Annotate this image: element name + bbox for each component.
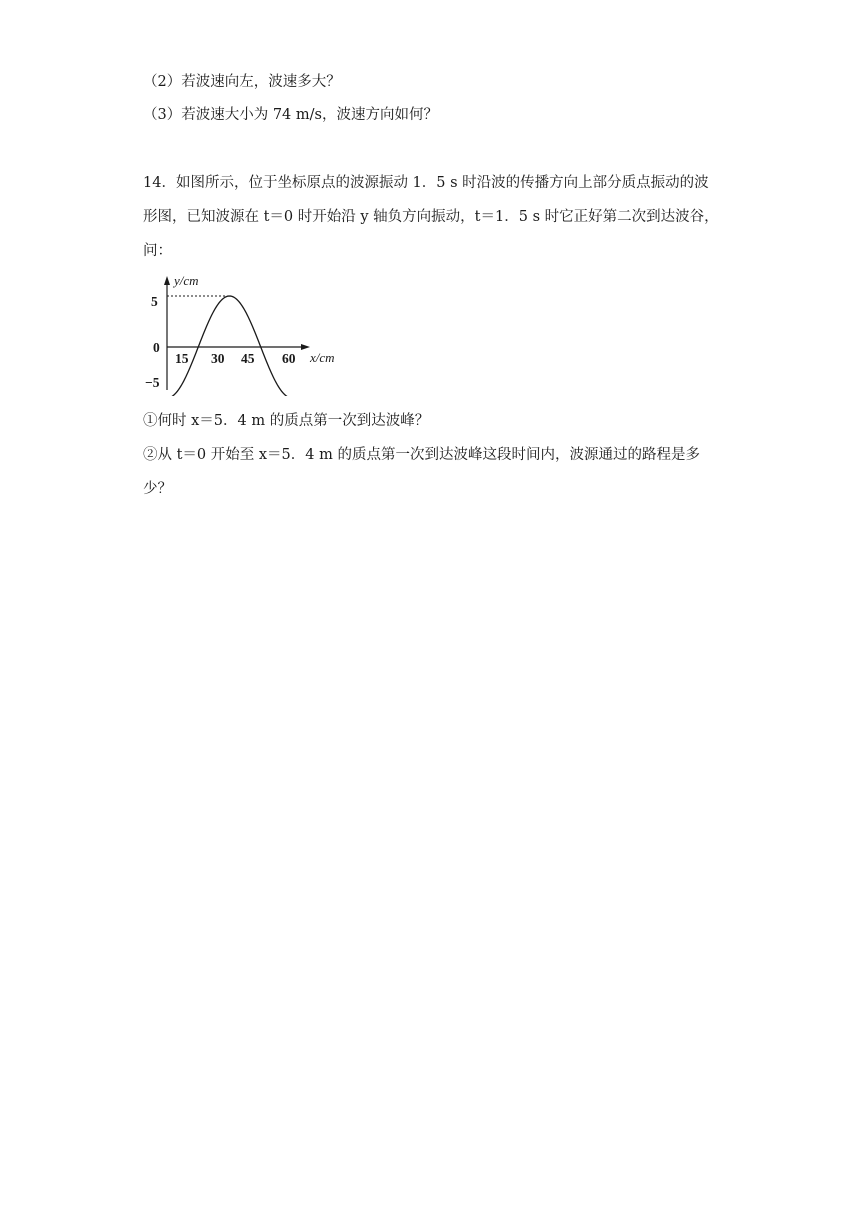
sub-question-2-line-2: 少？ [143,481,172,497]
y-tick-5: 5 [151,294,158,309]
x-tick-30: 30 [211,351,225,366]
y-tick-0: 0 [153,340,160,355]
x-axis-arrow [301,344,310,350]
question-14-line-3: 问： [143,243,172,259]
x-tick-60: 60 [282,351,296,366]
wave-curve [167,296,292,396]
y-axis-arrow [164,276,170,285]
x-axis-label: x/cm [310,350,335,365]
question-14-line-1: 14．如图所示，位于坐标原点的波源振动 1．5 s 时沿波的传播方向上部分质点振动的波 [143,175,709,191]
x-tick-45: 45 [241,351,255,366]
y-axis-label: y/cm [174,273,199,288]
sub-question-1: ①何时 x＝5．4 m 的质点第一次到达波峰？ [143,413,430,429]
question-3: （3）若波速大小为 74 m/s，波速方向如何？ [143,107,438,123]
question-2: （2）若波速向左，波速多大？ [143,74,341,90]
y-tick-minus5: −5 [145,375,160,390]
question-14-line-2: 形图，已知波源在 t＝0 时开始沿 y 轴负方向振动，t＝1．5 s 时它正好第二次到达波谷， [143,209,719,225]
x-tick-15: 15 [175,351,189,366]
sub-question-2-line-1: ②从 t＝0 开始至 x＝5．4 m 的质点第一次到达波峰这段时间内，波源通过的路程是多 [143,447,700,463]
wave-graph [140,268,360,396]
